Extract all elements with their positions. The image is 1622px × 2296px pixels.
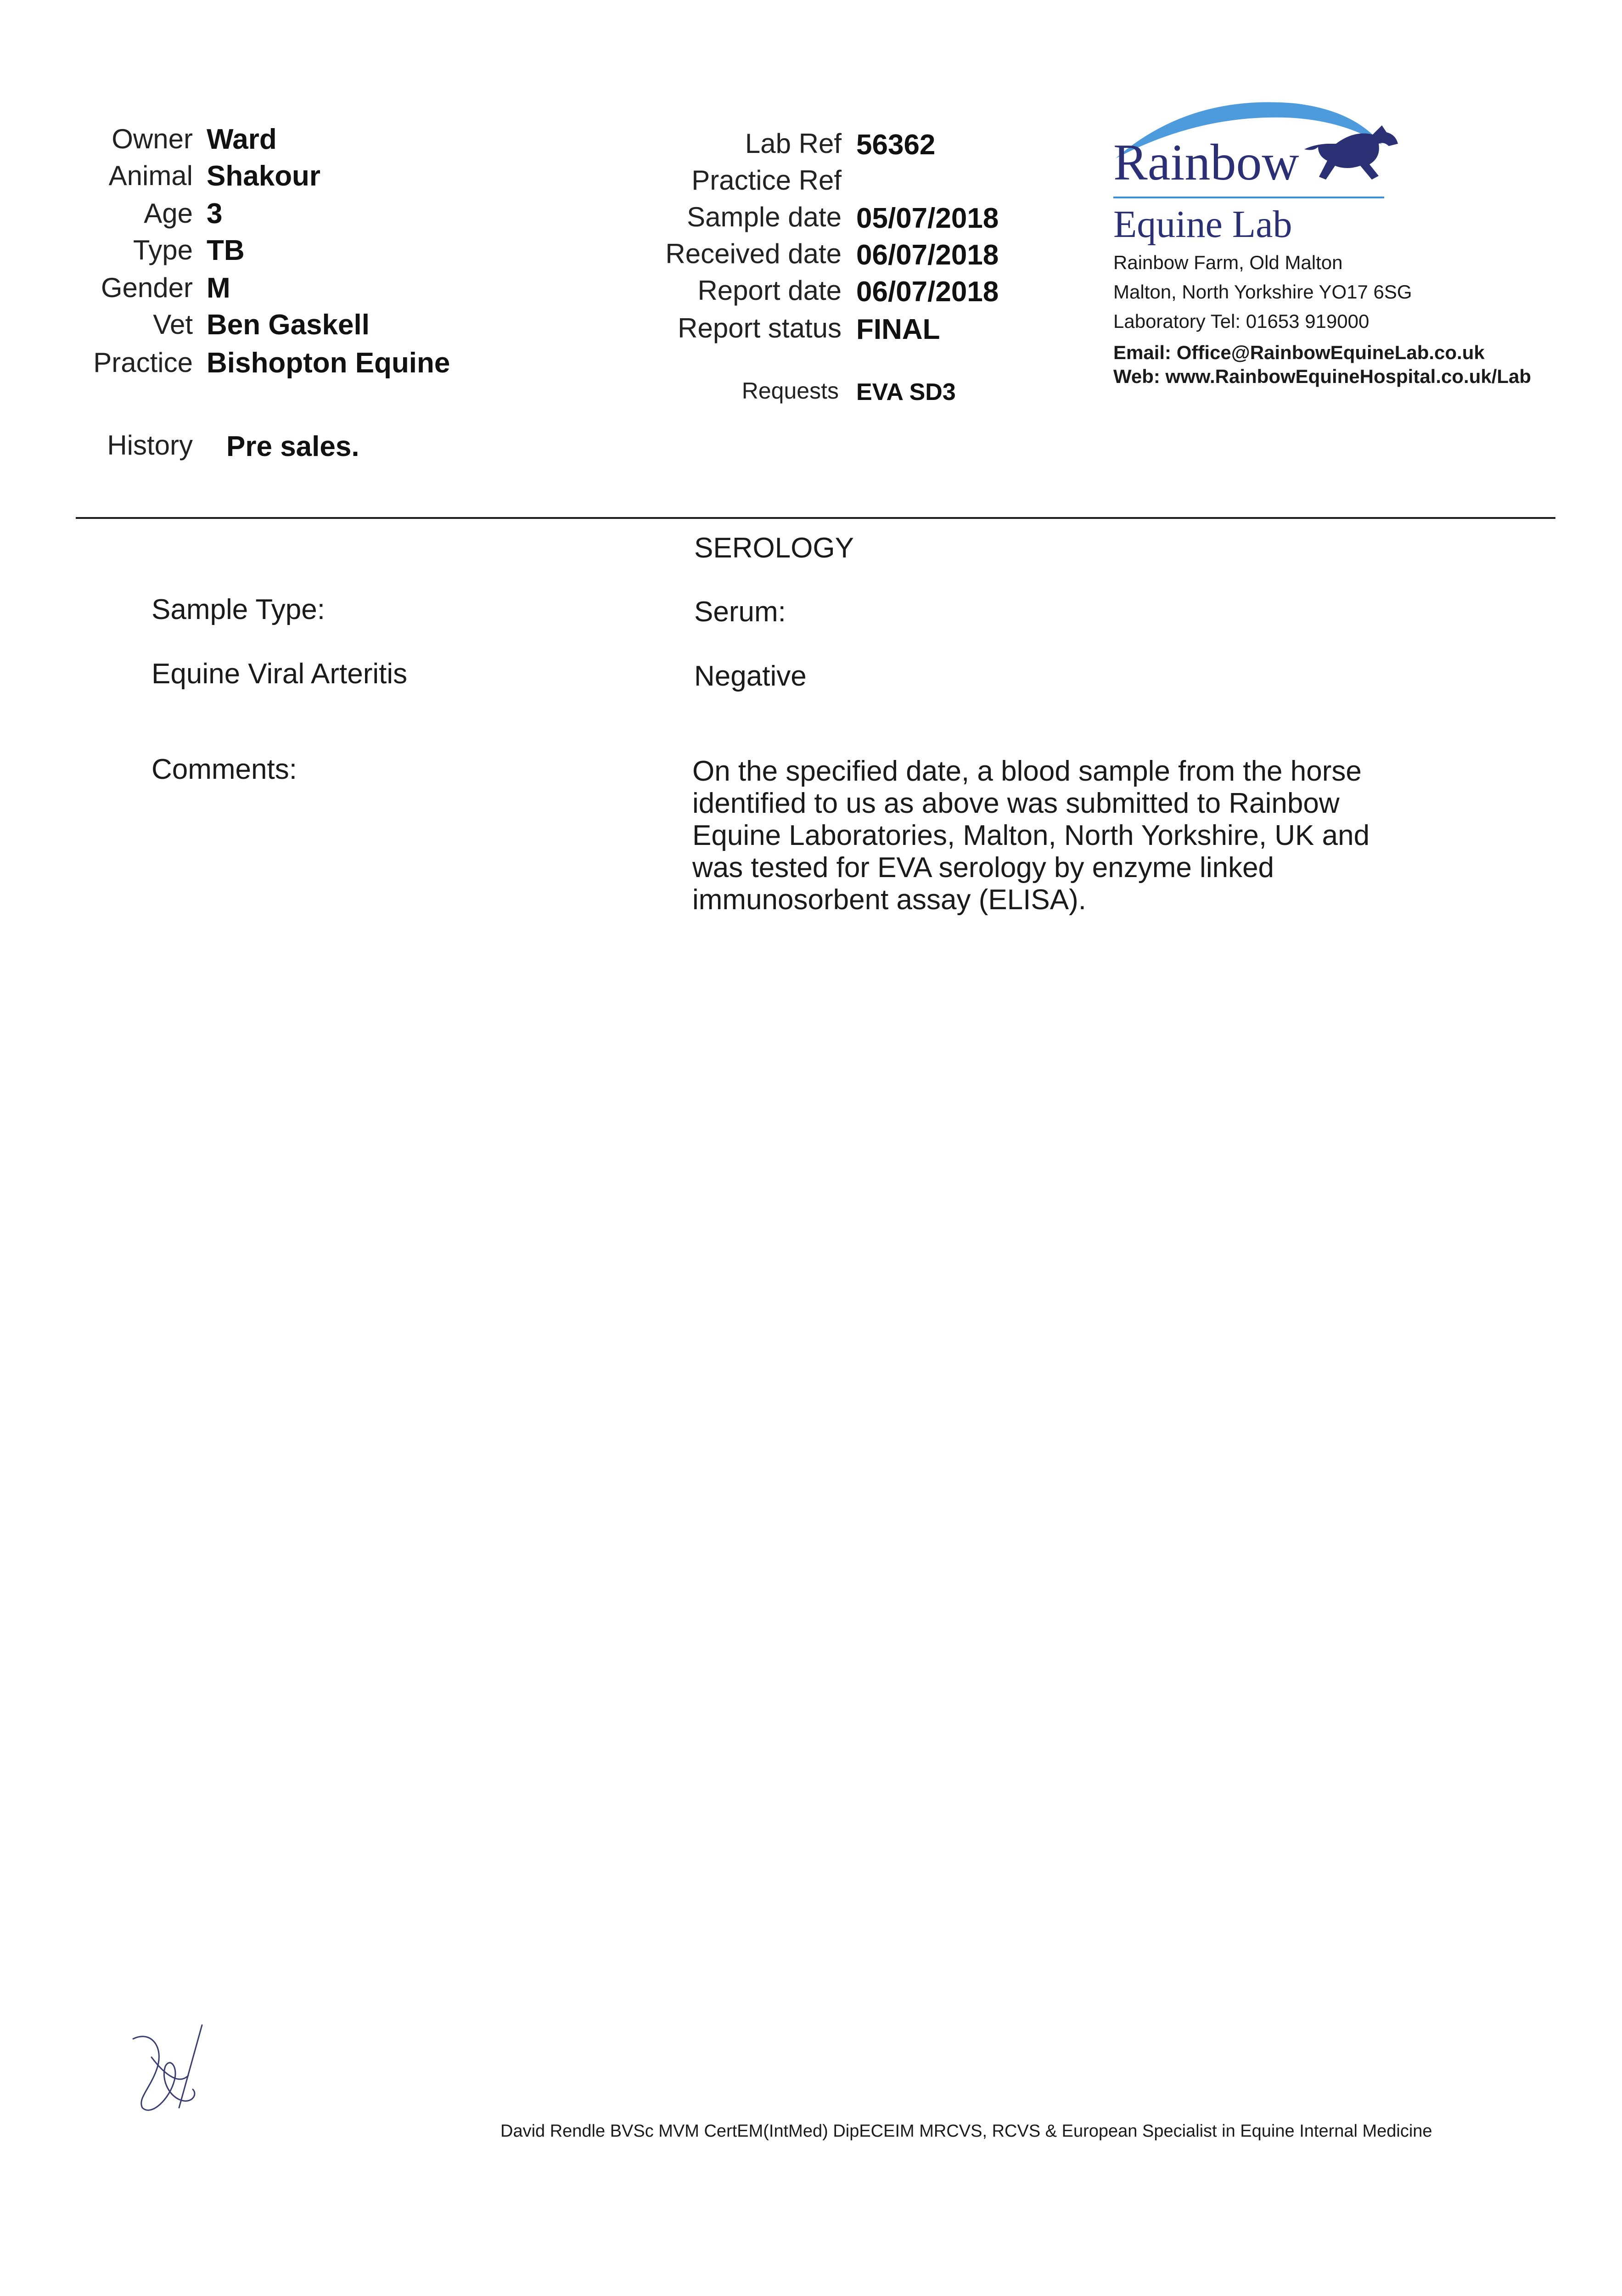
age-value: 3 xyxy=(207,198,223,230)
handwritten-signature xyxy=(124,2020,216,2126)
sample-date-label: Sample date xyxy=(687,202,842,232)
report-date-label: Report date xyxy=(697,275,842,306)
comments-label: Comments: xyxy=(152,754,297,785)
header-divider xyxy=(76,517,1555,519)
history-value: Pre sales. xyxy=(226,431,359,462)
received-date-value: 06/07/2018 xyxy=(856,239,999,271)
signatory-credentials: David Rendle BVSc MVM CertEM(IntMed) DipECEIM MRCVS, RCVS & European Specialist in Equine Internal Medicine xyxy=(500,2122,1432,2141)
report-status-label: Report status xyxy=(678,313,842,343)
practice-label: Practice xyxy=(93,347,193,378)
owner-value: Ward xyxy=(207,124,277,155)
lab-ref-value: 56362 xyxy=(856,129,936,161)
address-line2: Malton, North Yorkshire YO17 6SG xyxy=(1113,281,1412,303)
logo-underline xyxy=(1113,197,1384,198)
comments-text: On the specified date, a blood sample from the horse identified to us as above was submitted to Rainbow Equine Laboratories, Malton, North Yorkshire, UK and was tested for EVA serology by enzyme linked immunosorbent assay (ELISA). xyxy=(692,755,1370,916)
lab-ref-label: Lab Ref xyxy=(745,128,842,159)
logo-word-equine-lab: Equine Lab xyxy=(1113,203,1292,246)
vet-label: Vet xyxy=(153,309,193,340)
vet-value: Ben Gaskell xyxy=(207,309,370,341)
history-label: History xyxy=(107,430,193,461)
sample-date-value: 05/07/2018 xyxy=(856,203,999,234)
test-label: Equine Viral Arteritis xyxy=(152,658,408,690)
gender-value: M xyxy=(207,272,230,304)
type-label: Type xyxy=(133,235,193,265)
test-result: Negative xyxy=(694,660,807,692)
type-value: TB xyxy=(207,235,245,266)
address-line1: Rainbow Farm, Old Malton xyxy=(1113,252,1343,273)
age-label: Age xyxy=(144,198,193,229)
lab-email: Email: Office@RainbowEquineLab.co.uk xyxy=(1113,342,1485,363)
lab-website: Web: www.RainbowEquineHospital.co.uk/Lab xyxy=(1113,366,1532,387)
practice-ref-label: Practice Ref xyxy=(691,165,842,196)
section-title: SEROLOGY xyxy=(694,532,854,564)
gender-label: Gender xyxy=(101,272,193,303)
animal-label: Animal xyxy=(108,160,193,191)
report-date-value: 06/07/2018 xyxy=(856,276,999,308)
sample-type-label: Sample Type: xyxy=(152,594,325,625)
logo-word-rainbow: Rainbow xyxy=(1113,134,1299,191)
lab-phone: Laboratory Tel: 01653 919000 xyxy=(1113,310,1369,332)
report-status-value: FINAL xyxy=(856,314,940,345)
received-date-label: Received date xyxy=(665,238,842,269)
requests-label: Requests xyxy=(741,378,839,404)
requests-value: EVA SD3 xyxy=(856,379,956,405)
owner-label: Owner xyxy=(112,124,193,154)
sample-type-value: Serum: xyxy=(694,596,786,628)
animal-value: Shakour xyxy=(207,160,321,192)
practice-value: Bishopton Equine xyxy=(207,347,450,379)
